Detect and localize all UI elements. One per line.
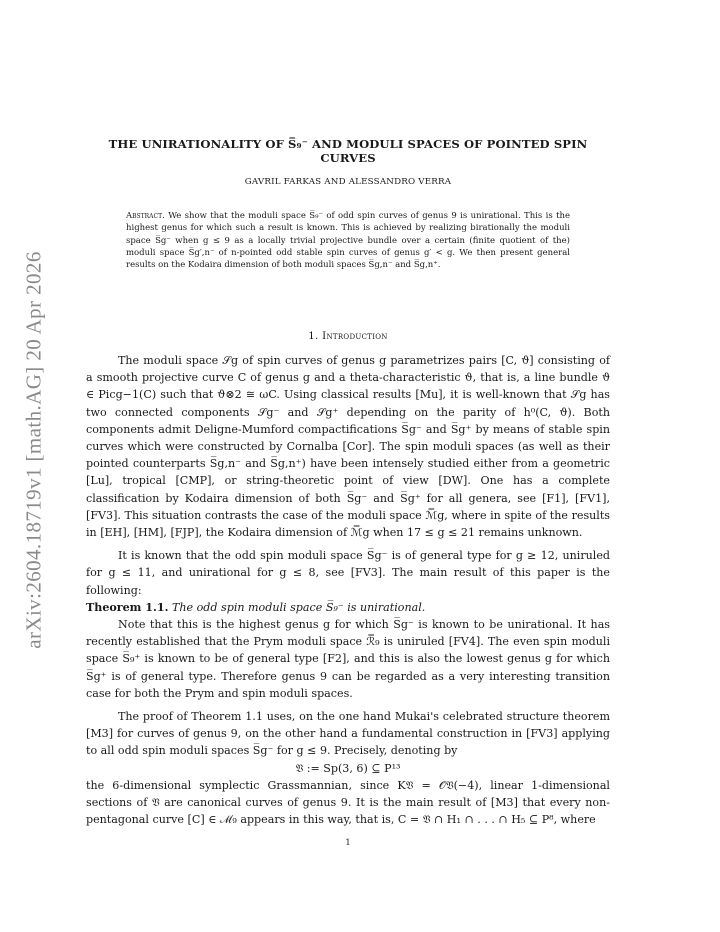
section-heading bbox=[86, 331, 610, 342]
paragraph-intro: The moduli space 𝒮g of spin curves of genus g parametrizes pairs [C, ϑ] consisting of a smooth projective curve C of genus g and a theta-characteristic ϑ, that is, a line bundle ϑ ∈ Picg−1(C) such that ϑ⊗2 ≅ ωC. Using classical results [Mu], it is well-known that 𝒮g has two connected components 𝒮g⁻ and 𝒮g⁺ depending on the parity of h⁰(C, ϑ). Both components admit Deligne-Mumford compactifications S̅g⁻ and S̅g⁺ by means of stable spin curves which were constructed by Cornalba [Cor]. The spin moduli spaces (as well as their pointed counterparts S̅g,n⁻ and S̅g,n⁺) have been intensely studied either from a geometric [Lu], tropical [CMP], or string-theoretic point of view [DW]. One has a complete classification by Kodaira dimension of both S̅g⁻ and S̅g⁺ for all genera, see [F1], [FV1], [FV3]. This situation contrasts the case of the moduli space ℳ̅g, where in spite of the results in [EH], [HM], [FJP], the Kodaira dimension of ℳ̅g when 17 ≤ g ≤ 21 remains unknown. bbox=[86, 354, 610, 540]
paragraph-known-results: It is known that the odd spin moduli space S̅g⁻ is of general type for g ≥ 12, uniruled for g ≤ 11, and unirational for g ≤ 8, see [FV3]. The main result of this paper is the following: bbox=[86, 549, 610, 597]
arxiv-identifier-stamp bbox=[16, 230, 52, 670]
paragraph-grassmannian: the 6-dimensional symplectic Grassmannian, since K𝔙 = 𝒪𝔙(−4), linear 1-dimensional sections of 𝔙 are canonical curves of genus 9. It is the main result of [M3] that every non-pentagonal curve [C] ∈ ℳ₉ appears in this way, that is, C = 𝔙 ∩ H₁ ∩ . . . ∩ H₅ ⊆ P⁸, where bbox=[86, 778, 610, 827]
abstract-label: Abstract. bbox=[126, 211, 165, 221]
theorem-statement bbox=[86, 599, 610, 616]
abstract-text: We show that the moduli space S̅₉⁻ of odd spin curves of genus 9 is unirational. This is the highest genus for which such a result is known. This is achieved by realizing birationally the moduli space S̅g⁻ when g ≤ 9 as a locally trivial projective bundle over a certain (finite quotient of the) moduli space S̅g′,n⁻ of n-pointed odd stable spin curves of genus g′ < g. We then present general results on the Kodaira dimension of both moduli spaces S̅g,n⁻ and S̅g,n⁺. bbox=[126, 211, 571, 271]
paper-authors: GAVRIL FARKAS AND ALESSANDRO VERRA bbox=[244, 177, 452, 187]
display-equation: 𝔙 := Sp(3, 6) ⊆ P¹³ bbox=[295, 761, 401, 775]
paper-title: THE UNIRATIONALITY OF S̅₉⁻ AND MODULI SPACES OF POINTED SPIN CURVES bbox=[108, 137, 588, 165]
abstract bbox=[126, 210, 570, 271]
page-number: 1 bbox=[345, 838, 351, 848]
theorem-text: The odd spin moduli space S̅₉⁻ is unirational. bbox=[171, 600, 426, 614]
paragraph-proof-outline: The proof of Theorem 1.1 uses, on the one hand Mukai's celebrated structure theorem [M3] for curves of genus 9, on the other hand a fundamental construction in [FV3] applying to all odd spin moduli spaces S̅g⁻ for g ≤ 9. Precisely, denoting by bbox=[86, 710, 610, 758]
theorem-label: Theorem 1.1. bbox=[86, 600, 169, 614]
section-title: Introduction bbox=[322, 331, 388, 342]
section-number: 1. bbox=[308, 331, 319, 342]
paragraph-remark: Note that this is the highest genus g for which S̅g⁻ is known to be unirational. It has recently established that the Prym moduli space ℛ̅₉ is uniruled [FV4]. The even spin moduli space S̅₉⁺ is known to be of general type [F2], and this is also the lowest genus g for which S̅g⁺ is of general type. Therefore genus 9 can be regarded as a very interesting transition case for both the Prym and spin moduli spaces. bbox=[86, 618, 610, 700]
paper-body bbox=[86, 352, 610, 828]
arxiv-identifier-text: arXiv:2604.18719v1 [math.AG] 20 Apr 2026 bbox=[21, 251, 46, 649]
